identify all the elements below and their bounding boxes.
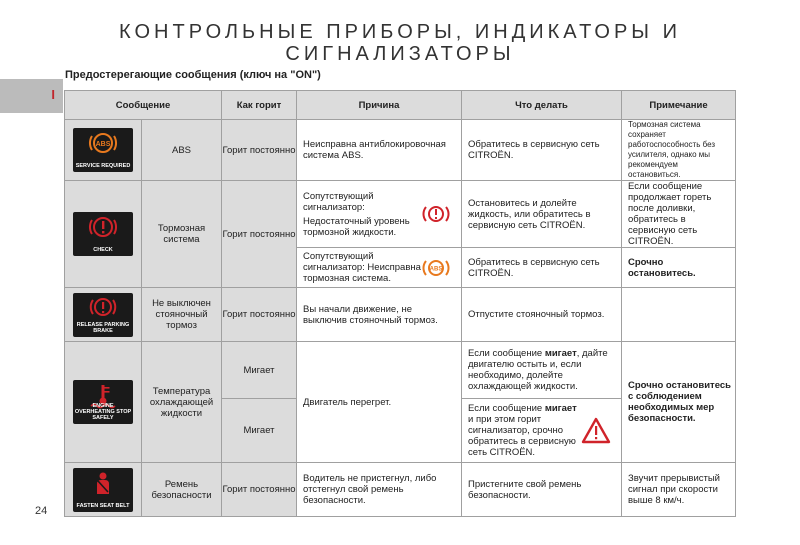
column-header-message: Сообщение xyxy=(65,91,222,120)
section-subtitle: Предостерегающие сообщения (ключ на "ON") xyxy=(65,69,321,81)
action-coolant-b-pre: Если сообщение xyxy=(468,403,545,414)
action-coolant-b xyxy=(462,399,622,463)
action-brake-a: Остановитесь и долейте жидкость, или обратитесь в сервисную сеть CITROËN. xyxy=(462,181,622,248)
parking-brake-warning-display-icon xyxy=(73,293,133,337)
light-coolant-a: Мигает xyxy=(222,342,297,399)
note-brake-a: Если сообщение продолжает гореть после доливки, обратитесь в сервисную сеть CITROËN. xyxy=(622,181,736,248)
svg-text:ABS: ABS xyxy=(429,266,443,272)
warning-messages-table xyxy=(64,90,736,517)
action-coolant-b-post: и при этом горит сигнализатор, срочно обратитесь в сервисную сеть CITROËN. xyxy=(468,414,576,458)
seatbelt-warning-display-icon xyxy=(73,468,133,512)
section-tab xyxy=(0,79,63,113)
light-parking-brake: Горит постоянно xyxy=(222,288,297,342)
action-abs: Обратитесь в сервисную сеть CITROËN. xyxy=(462,120,622,181)
column-header-light: Как горит xyxy=(222,91,297,120)
cause-abs: Неисправна антиблокировочная система ABS. xyxy=(297,120,462,181)
cause-seat-belt: Водитель не пристегнул, либо отстегнул свой ремень безопасности. xyxy=(297,463,462,517)
light-seat-belt: Горит постоянно xyxy=(222,463,297,517)
table-row-coolant-a xyxy=(65,342,736,399)
page-title-line-1: КОНТРОЛЬНЫЕ ПРИБОРЫ, ИНДИКАТОРЫ И xyxy=(119,21,681,43)
cause-brake-b xyxy=(297,248,462,288)
table-row-brake-a xyxy=(65,181,736,248)
note-coolant: Срочно остановитесь с соблюдением необходимых мер безопасности. xyxy=(622,342,736,463)
parking-icon-cell xyxy=(65,288,142,342)
note-brake-b: Срочно остановитесь. xyxy=(622,248,736,288)
message-parking-brake: Не выключен стояночный тормоз xyxy=(142,288,222,342)
light-brake: Горит постоянно xyxy=(222,181,297,288)
light-abs: Горит постоянно xyxy=(222,120,297,181)
message-seat-belt: Ремень безопасности xyxy=(142,463,222,517)
light-coolant-b: Мигает xyxy=(222,399,297,463)
svg-text:ABS: ABS xyxy=(95,141,111,148)
table-row-seat-belt xyxy=(65,463,736,517)
table-row-abs xyxy=(65,120,736,181)
action-brake-b: Обратитесь в сервисную сеть CITROËN. xyxy=(462,248,622,288)
column-header-cause: Причина xyxy=(297,91,462,120)
action-coolant-a-pre: Если сообщение xyxy=(468,348,545,359)
message-brake: Тормозная система xyxy=(142,181,222,288)
note-seat-belt: Звучит прерывистый сигнал при скорости выше 8 км/ч. xyxy=(622,463,736,517)
coolant-icon-caption: ENGINE OVERHEATING STOP SAFELY xyxy=(74,403,132,421)
action-coolant-a xyxy=(462,342,622,399)
note-parking-brake xyxy=(622,288,736,342)
cause-brake-a xyxy=(297,181,462,248)
cause-coolant: Двигатель перегрет. xyxy=(297,342,462,463)
message-abs: ABS xyxy=(142,120,222,181)
note-abs: Тормозная система сохраняет работоспособность без усилителя, однако мы рекомендуем остановиться. xyxy=(622,120,736,181)
brake-icon-cell xyxy=(65,181,142,288)
action-seat-belt: Пристегните свой ремень безопасности. xyxy=(462,463,622,517)
parking-icon-caption: RELEASE PARKING BRAKE xyxy=(76,321,130,334)
warning-triangle-icon xyxy=(581,417,611,445)
abs-orange-indicator-icon xyxy=(421,256,451,280)
column-header-action: Что делать xyxy=(462,91,622,120)
section-tab-label: I xyxy=(51,87,55,102)
cause-brake-a-line2: Недостаточный уровень тормозной жидкости. xyxy=(303,215,410,238)
action-coolant-b-bold: мигает xyxy=(544,403,577,414)
coolant-icon-cell xyxy=(65,342,142,463)
brake-red-indicator-icon xyxy=(421,202,451,226)
abs-icon-caption: SERVICE REQUIRED xyxy=(75,163,131,169)
seatbelt-icon-caption: FASTEN SEAT BELT xyxy=(76,502,130,509)
abs-warning-display-icon xyxy=(73,128,133,172)
message-coolant: Температура охлаждающей жидкости xyxy=(142,342,222,463)
abs-icon-cell xyxy=(65,120,142,181)
brake-warning-display-icon xyxy=(73,212,133,256)
cause-brake-b-text: Сопутствующий сигнализатор: Неисправна тормозная система. xyxy=(303,251,421,284)
cause-brake-a-line1: Сопутствующий сигнализатор: xyxy=(303,190,374,213)
brake-icon-caption: CHECK xyxy=(93,247,113,253)
cause-parking-brake: Вы начали движение, не выключив стояночный тормоз. xyxy=(297,288,462,342)
action-parking-brake: Отпустите стояночный тормоз. xyxy=(462,288,622,342)
coolant-warning-display-icon xyxy=(73,380,133,424)
page-title-line-2: СИГНАЛИЗАТОРЫ xyxy=(285,43,515,65)
page-number: 24 xyxy=(35,505,48,517)
action-coolant-a-post: , дайте двигателю остыть и, если необходимо, долейте охлаждающей жидкости. xyxy=(468,348,608,392)
action-coolant-a-bold: мигает xyxy=(544,348,577,359)
column-header-note: Примечание xyxy=(622,91,736,120)
table-header-row xyxy=(65,91,736,120)
seatbelt-icon-cell xyxy=(65,463,142,517)
table-row-parking-brake xyxy=(65,288,736,342)
